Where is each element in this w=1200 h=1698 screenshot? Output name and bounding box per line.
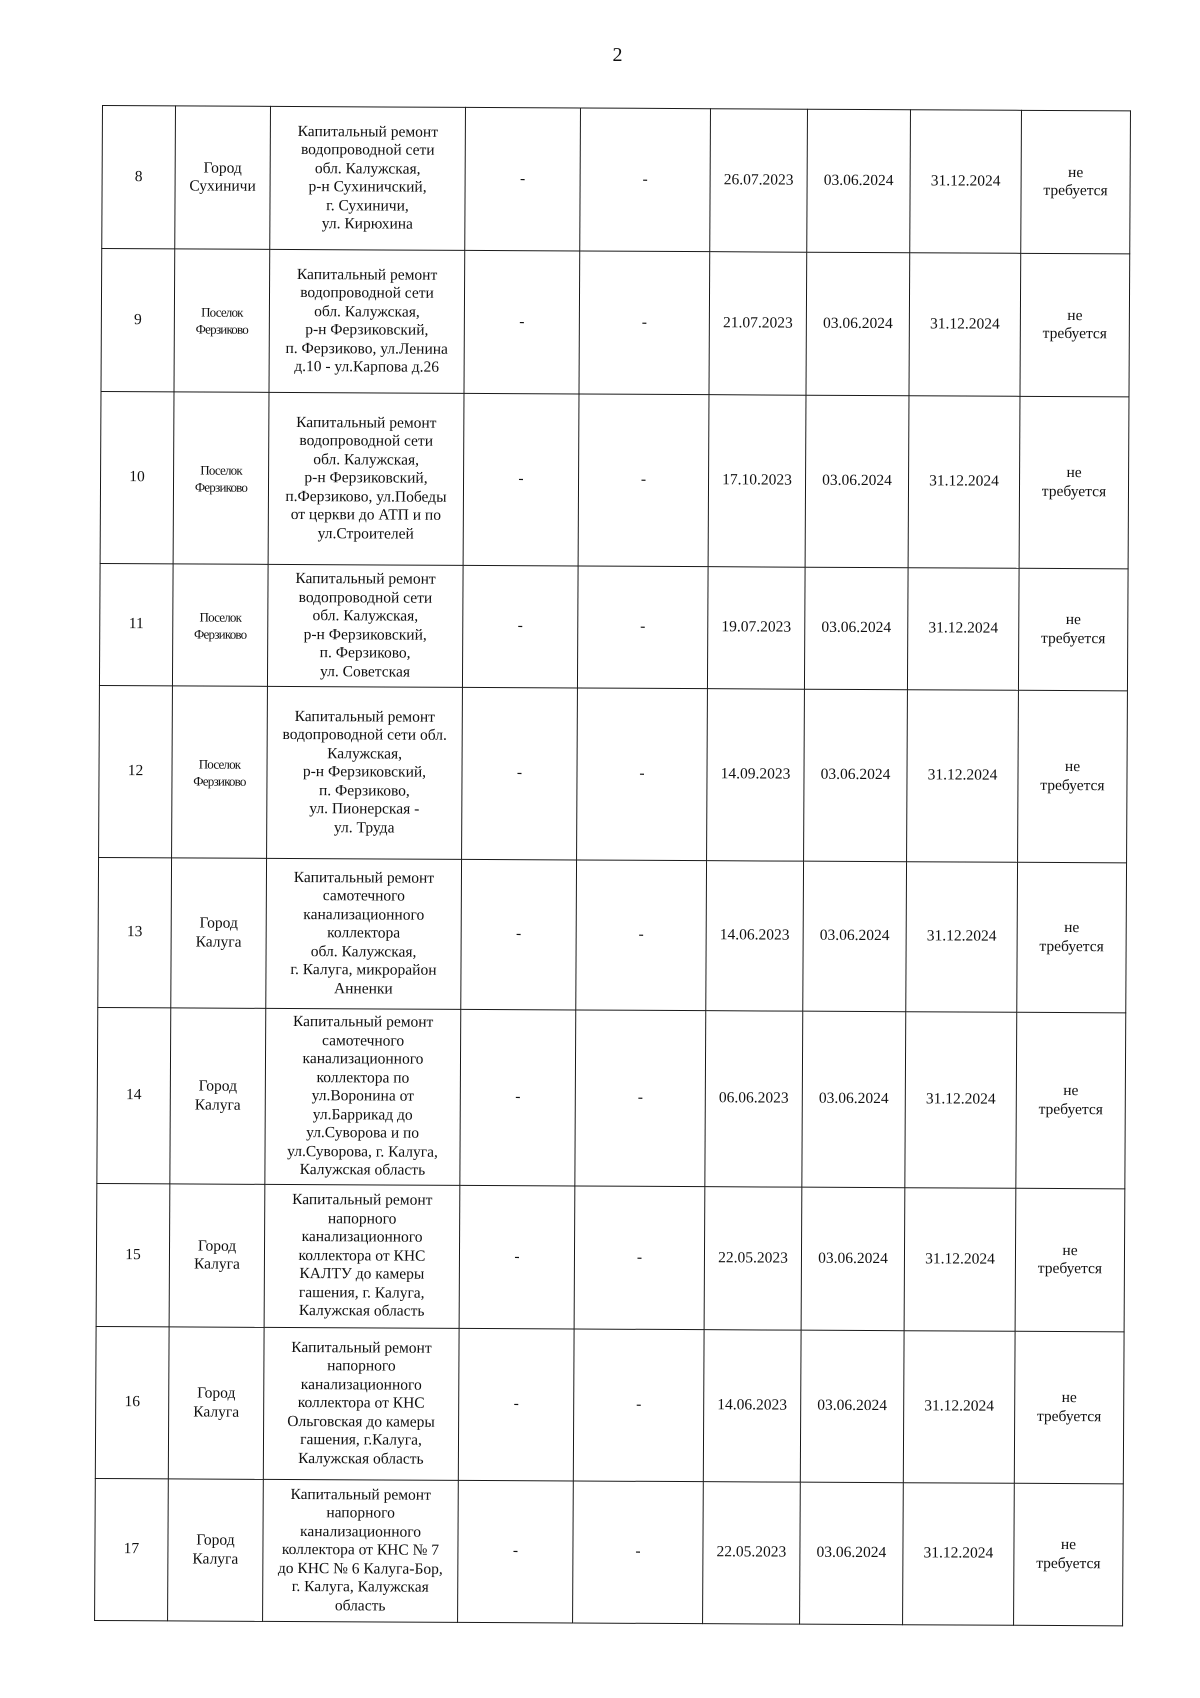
row-number-cell: 9 — [101, 249, 175, 392]
empty-value-cell: - — [462, 565, 578, 688]
date-cell: 03.06.2024 — [807, 109, 911, 253]
empty-value-cell: - — [463, 393, 579, 566]
table-row — [95, 1478, 1124, 1625]
work-description-cell: Капитальный ремонт водопроводной сети обл. Калужская, р-н Ферзиковский, п. Ферзиково, ул.Ленина д.10 - ул.Карпова д.26 — [269, 249, 465, 393]
locality-cell: Поселок Ферзиково — [173, 392, 269, 564]
work-description-cell: Капитальный ремонт напорного канализационного коллектора от КНС № 7 до КНС № 6 Калуга-Бор, г. Калуга, Калужская область — [263, 1479, 459, 1622]
empty-value-cell: - — [459, 1185, 575, 1329]
row-number-cell: 10 — [100, 391, 174, 563]
work-description-cell: Капитальный ремонт водопроводной сети обл. Калужская, р-н Ферзиковский, п. Ферзиково, ул. Пионерская - ул. Труда — [267, 686, 463, 859]
date-cell: 31.12.2024 — [903, 1483, 1015, 1626]
locality-cell: Город Калуга — [168, 1327, 264, 1479]
date-cell: 22.05.2023 — [703, 1482, 801, 1625]
empty-value-cell: - — [573, 1481, 704, 1624]
locality-cell: Поселок Ферзиково — [172, 686, 268, 858]
empty-value-cell: - — [577, 688, 708, 861]
date-cell: 22.05.2023 — [704, 1187, 802, 1331]
locality-cell: Город Сухиничи — [175, 106, 271, 249]
locality-cell: Город Калуга — [168, 1479, 264, 1621]
empty-value-cell: - — [462, 687, 578, 860]
status-cell: не требуется — [1021, 110, 1131, 254]
table-row — [101, 249, 1130, 397]
empty-value-cell: - — [574, 1186, 705, 1330]
empty-value-cell: - — [573, 1329, 704, 1482]
status-cell: не требуется — [1014, 1483, 1124, 1626]
status-cell: не требуется — [1018, 568, 1128, 691]
work-description-cell: Капитальный ремонт водопроводной сети обл. Калужская, р-н Сухиничский, г. Сухиничи, ул. Кирюхина — [270, 106, 466, 250]
table-row — [97, 1007, 1126, 1188]
empty-value-cell: - — [460, 1009, 576, 1186]
page-number: 2 — [612, 44, 623, 66]
status-cell: не требуется — [1019, 396, 1129, 569]
empty-value-cell: - — [578, 394, 709, 567]
row-number-cell: 14 — [97, 1007, 171, 1183]
date-cell: 19.07.2023 — [707, 567, 805, 690]
work-description-cell: Капитальный ремонт водопроводной сети обл. Калужская, р-н Ферзиковский, п.Ферзиково, ул.Победы от церкви до АТП и по ул.Строителей — [268, 392, 464, 565]
date-cell: 03.06.2024 — [800, 1482, 904, 1625]
work-description-cell: Капитальный ремонт водопроводной сети обл. Калужская, р-н Ферзиковский, п. Ферзиково, ул. Советская — [267, 564, 463, 687]
date-cell: 03.06.2024 — [803, 861, 907, 1012]
date-cell: 31.12.2024 — [906, 862, 1018, 1013]
row-number-cell: 15 — [96, 1183, 170, 1326]
table-row — [102, 106, 1131, 254]
empty-value-cell: - — [461, 859, 577, 1010]
work-description-cell: Капитальный ремонт самотечного канализационного коллектора обл. Калужская, г. Калуга, микрорайон Анненки — [266, 858, 462, 1009]
table-row — [96, 1183, 1125, 1331]
date-cell: 31.12.2024 — [905, 1012, 1017, 1189]
empty-value-cell: - — [458, 1480, 574, 1623]
date-cell: 03.06.2024 — [804, 689, 908, 862]
empty-value-cell: - — [458, 1328, 574, 1481]
date-cell: 06.06.2023 — [705, 1011, 803, 1188]
empty-value-cell: - — [580, 108, 711, 252]
date-cell: 31.12.2024 — [907, 568, 1019, 691]
date-cell: 03.06.2024 — [806, 252, 910, 396]
date-cell: 17.10.2023 — [708, 395, 806, 568]
empty-value-cell: - — [577, 566, 708, 689]
empty-value-cell: - — [465, 107, 581, 251]
locality-cell: Город Калуга — [171, 858, 267, 1008]
empty-value-cell: - — [464, 250, 580, 394]
work-description-cell: Капитальный ремонт напорного канализационного коллектора от КНС КАЛТУ до камеры гашения, г. Калуга, Калужская область — [264, 1184, 460, 1328]
date-cell: 31.12.2024 — [903, 1331, 1015, 1484]
table-row — [99, 685, 1128, 862]
status-cell: не требуется — [1020, 253, 1130, 397]
locality-cell: Поселок Ферзиково — [172, 564, 268, 686]
row-number-cell: 12 — [99, 685, 173, 857]
table-row — [99, 563, 1128, 690]
empty-value-cell: - — [579, 251, 710, 395]
status-cell: не требуется — [1016, 1012, 1126, 1189]
works-table — [94, 105, 1131, 1626]
date-cell: 03.06.2024 — [801, 1187, 905, 1331]
locality-cell: Город Калуга — [169, 1184, 265, 1327]
row-number-cell: 8 — [102, 106, 176, 249]
status-cell: не требуется — [1014, 1331, 1124, 1484]
date-cell: 14.06.2023 — [706, 861, 804, 1012]
status-cell: не требуется — [1017, 862, 1127, 1013]
date-cell: 31.12.2024 — [907, 690, 1019, 863]
date-cell: 31.12.2024 — [908, 396, 1020, 569]
row-number-cell: 16 — [95, 1326, 169, 1478]
date-cell: 14.06.2023 — [703, 1330, 801, 1483]
work-description-cell: Капитальный ремонт напорного канализационного коллектора от КНС Ольговская до камеры гашения, г.Калуга, Калужская область — [263, 1327, 459, 1480]
date-cell: 03.06.2024 — [805, 395, 909, 568]
status-cell: не требуется — [1015, 1188, 1125, 1332]
table-body — [95, 106, 1131, 1626]
table-row — [100, 391, 1129, 568]
locality-cell: Город Калуга — [170, 1008, 266, 1184]
date-cell: 03.06.2024 — [800, 1330, 904, 1483]
date-cell: 31.12.2024 — [910, 110, 1022, 254]
date-cell: 03.06.2024 — [804, 567, 908, 690]
date-cell: 31.12.2024 — [909, 253, 1021, 397]
empty-value-cell: - — [575, 1010, 706, 1187]
row-number-cell: 13 — [98, 857, 172, 1007]
date-cell: 31.12.2024 — [904, 1188, 1016, 1332]
row-number-cell: 17 — [95, 1478, 169, 1620]
date-cell: 21.07.2023 — [709, 252, 807, 396]
status-cell: не требуется — [1018, 690, 1128, 863]
date-cell: 03.06.2024 — [802, 1011, 906, 1188]
empty-value-cell: - — [576, 860, 707, 1011]
date-cell: 26.07.2023 — [710, 109, 808, 253]
work-description-cell: Капитальный ремонт самотечного канализационного коллектора по ул.Воронина от ул.Баррикад до ул.Суворова и по ул.Суворова, г. Калуга, Калужская область — [265, 1008, 461, 1185]
date-cell: 14.09.2023 — [707, 689, 805, 862]
locality-cell: Поселок Ферзиково — [174, 249, 270, 392]
table-row — [95, 1326, 1124, 1483]
table-row — [98, 857, 1127, 1012]
row-number-cell: 11 — [99, 563, 173, 685]
